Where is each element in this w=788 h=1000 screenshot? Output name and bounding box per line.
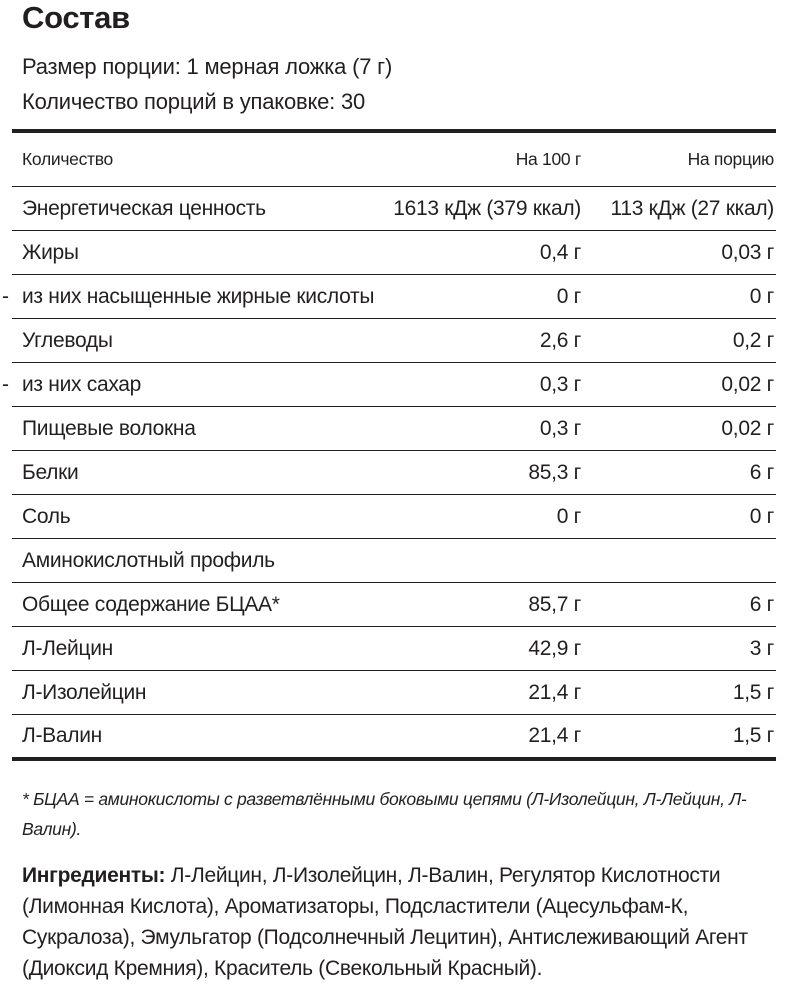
- row-name: Жиры: [22, 240, 79, 264]
- table-row: [12, 495, 776, 539]
- row-per-100g: 1613 кДж (379 ккал): [393, 196, 581, 220]
- ingredients-label: Ингредиенты:: [22, 864, 166, 887]
- table-row: [12, 583, 776, 627]
- row-dash: -: [2, 372, 9, 396]
- header-per-100g: На 100 г: [515, 149, 581, 169]
- row-dash: -: [2, 284, 9, 308]
- row-name: Углеводы: [22, 328, 113, 352]
- row-name: Л-Лейцин: [22, 636, 113, 660]
- header-quantity: Количество: [22, 149, 113, 169]
- table-header-row: [12, 133, 776, 187]
- row-name: Общее содержание БЦАА*: [22, 592, 280, 616]
- row-name: Л-Валин: [22, 724, 102, 747]
- bcaa-footnote: * БЦАА = аминокислоты с разветвлёнными боковыми цепями (Л-Изолейцин, Л-Лейцин, Л-Валин).: [22, 789, 747, 839]
- row-per-serving: 1,5 г: [732, 680, 774, 704]
- table-row: [12, 539, 776, 583]
- row-per-serving: 1,5 г: [732, 724, 774, 747]
- row-name: из них насыщенные жирные кислоты: [22, 284, 375, 308]
- table-row: [12, 187, 776, 231]
- table-row: [2, 363, 776, 407]
- row-per-100g: 0 г: [556, 284, 581, 308]
- row-name: Л-Изолейцин: [22, 680, 147, 704]
- row-name: Энергетическая ценность: [22, 196, 266, 220]
- row-per-100g: 85,3 г: [528, 460, 581, 484]
- row-per-100g: 0 г: [556, 504, 581, 528]
- row-per-serving: 0,02 г: [721, 416, 774, 440]
- header-per-serving: На порцию: [687, 149, 774, 169]
- table-row: [2, 275, 776, 319]
- row-per-100g: 0,4 г: [539, 240, 581, 264]
- table-row: [12, 451, 776, 495]
- ingredients-text: Л-Лейцин, Л-Изолейцин, Л-Валин, Регулятор Кислотности (Лимонная Кислота), Ароматизаторы, Подсластители (Ацесульфам-К, Сукралоза), Эмульгатор (Подсолнечный Лецитин), Антислеживающий Агент (Диоксид Кремния), Краситель (Свекольный Красный).: [22, 864, 748, 980]
- row-per-100g: 2,6 г: [539, 328, 581, 352]
- table-row: [12, 715, 776, 761]
- row-per-serving: 113 кДж (27 ккал): [610, 196, 774, 220]
- row-per-100g: 85,7 г: [528, 592, 581, 616]
- table-row: [12, 627, 776, 671]
- page-title: Состав: [22, 0, 130, 35]
- row-per-serving: 0,03 г: [721, 240, 774, 264]
- table-row: [12, 407, 776, 451]
- serving-size: Размер порции: 1 мерная ложка (7 г): [22, 54, 393, 79]
- row-per-100g: 21,4 г: [528, 724, 581, 747]
- table-row: [12, 671, 776, 715]
- row-per-serving: 0 г: [749, 284, 774, 308]
- row-per-100g: 0,3 г: [539, 372, 581, 396]
- row-per-100g: 21,4 г: [528, 680, 581, 704]
- row-per-serving: 0,2 г: [732, 328, 774, 352]
- row-per-serving: 6 г: [749, 460, 774, 484]
- row-per-serving: 0 г: [749, 504, 774, 528]
- row-name: Пищевые волокна: [22, 416, 196, 440]
- table-body: [2, 187, 788, 761]
- row-per-100g: 0,3 г: [539, 416, 581, 440]
- table-row: [12, 319, 776, 363]
- row-per-serving: 0,02 г: [721, 372, 774, 396]
- row-per-serving: 3 г: [749, 636, 774, 660]
- row-per-100g: 42,9 г: [528, 636, 581, 660]
- ingredients-block: [22, 860, 782, 984]
- row-name: Соль: [22, 504, 71, 528]
- row-name: из них сахар: [22, 372, 142, 396]
- row-name: Белки: [22, 460, 79, 484]
- row-name: Аминокислотный профиль: [22, 548, 275, 572]
- table-row: [12, 231, 776, 275]
- row-per-serving: 6 г: [749, 592, 774, 616]
- nutrition-table: [2, 129, 788, 761]
- servings-per-pack: Количество порций в упаковке: 30: [22, 89, 366, 114]
